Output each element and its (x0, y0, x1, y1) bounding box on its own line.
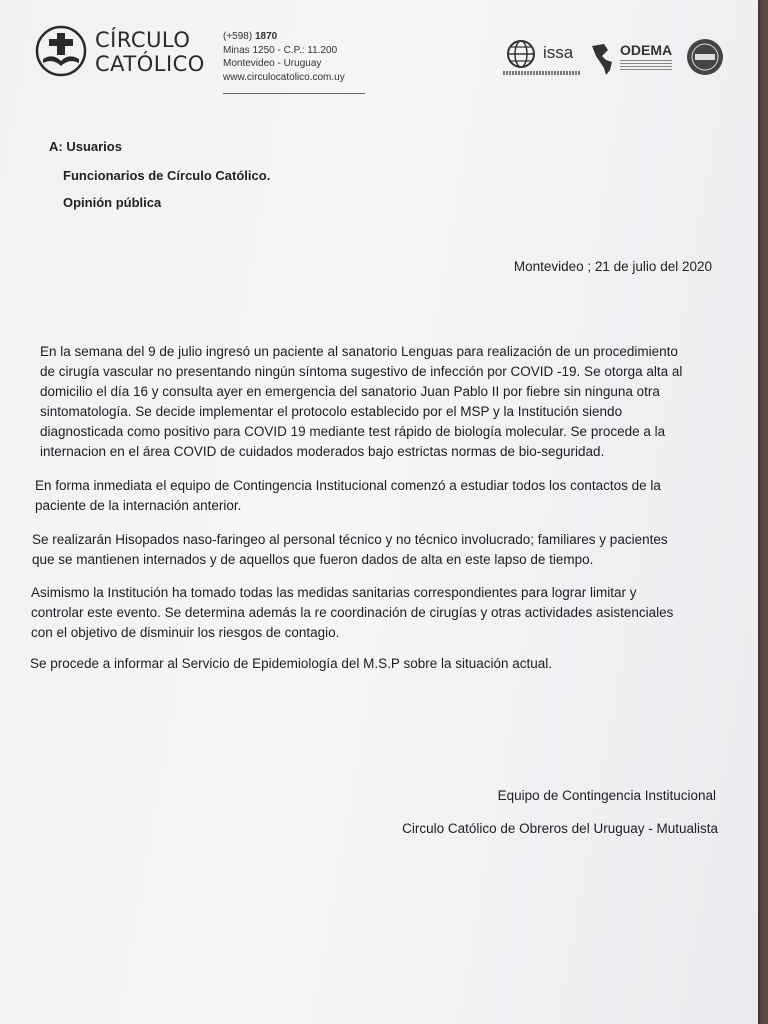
org-name-line2: CATÓLICO (95, 52, 205, 76)
text-line: controlar este evento. Se determina además la re coordinación de cirugías y otras actividades asistenciales (31, 605, 674, 620)
text-line: que se mantienen internados y de aquellos que fueron dados de alta en este lapso de tiempo. (32, 552, 594, 567)
phone-prefix: (+598) (223, 31, 253, 42)
text-line: sintomatología. Se decide implementar el protocolo establecido por el MSP y la Institución siendo (40, 404, 623, 419)
website: www.circulocatolico.com.uy (223, 71, 345, 83)
text-line: internacion en el área COVID de cuidados moderados bajo estrictas normas de bio-seguridad. (40, 444, 605, 459)
phone-line (223, 30, 345, 44)
address: Minas 1250 - C.P.: 11.200 (223, 44, 338, 56)
odema-subtitle (620, 60, 672, 70)
city: Montevideo - Uruguay (223, 58, 322, 69)
seal-icon (686, 38, 724, 76)
text-line: diagnosticada como positivo para COVID 19 mediante test rápido de biología molecular. Se procede a la (40, 424, 666, 439)
odema-label: ODEMA (620, 42, 673, 58)
issa-label: issa (543, 43, 574, 62)
signature-line-1: Equipo de Contingencia Institucional (497, 788, 716, 803)
phone-number: 1870 (254, 31, 278, 42)
text-line: Se procede a informar al Servicio de Epidemiología del M.S.P sobre la situación actual. (30, 656, 553, 671)
recipient-line-2: Funcionarios de Círculo Católico. (63, 168, 271, 183)
signature-line-2: Circulo Católico de Obreros del Uruguay - Mutualista (402, 821, 718, 836)
org-name (95, 28, 205, 76)
org-name-line1: CÍRCULO (95, 28, 191, 52)
paragraph-3 (32, 530, 668, 570)
text-line: Asimismo la Institución ha tomado todas las medidas sanitarias correspondientes para lograr limitar y (31, 585, 637, 600)
paragraph-2 (35, 476, 661, 516)
issa-subtitle (503, 71, 581, 75)
cross-logo-icon (35, 25, 87, 77)
recipient-line-1: A: Usuarios (49, 139, 122, 154)
text-line: de cirugía vascular no presentando ningún síntoma sugestivo de infección por COVID -19. Se otorga alta al (40, 364, 683, 379)
paragraph-4 (31, 583, 673, 643)
letter-date: Montevideo ; 21 de julio del 2020 (513, 259, 712, 274)
paragraph-5 (30, 654, 552, 674)
globe-icon (503, 38, 539, 74)
text-line: Se realizarán Hisopados naso-faringeo al personal técnico y no técnico involucrado; familiares y pacientes (32, 532, 668, 547)
paragraph-1 (40, 342, 682, 462)
contact-block (223, 30, 345, 84)
text-line: con el objetivo de disminuir los riesgos de contagio. (31, 625, 340, 640)
partner-logos (503, 38, 725, 80)
text-line: En la semana del 9 de julio ingresó un paciente al sanatorio Lenguas para realización de un procedimiento (40, 344, 678, 359)
circulo-catolico-logo (35, 25, 215, 79)
text-line: En forma inmediata el equipo de Contingencia Institucional comenzó a estudiar todos los contactos de la (35, 478, 661, 493)
recipient-line-3: Opinión pública (63, 195, 162, 210)
text-line: paciente de la internación anterior. (35, 498, 242, 513)
americas-map-icon (590, 42, 620, 76)
text-line: domicilio el día 16 y consulta ayer en emergencia del sanatorio Juan Pablo II por fiebre sin ninguna otra (40, 384, 660, 399)
contact-divider (223, 93, 365, 94)
